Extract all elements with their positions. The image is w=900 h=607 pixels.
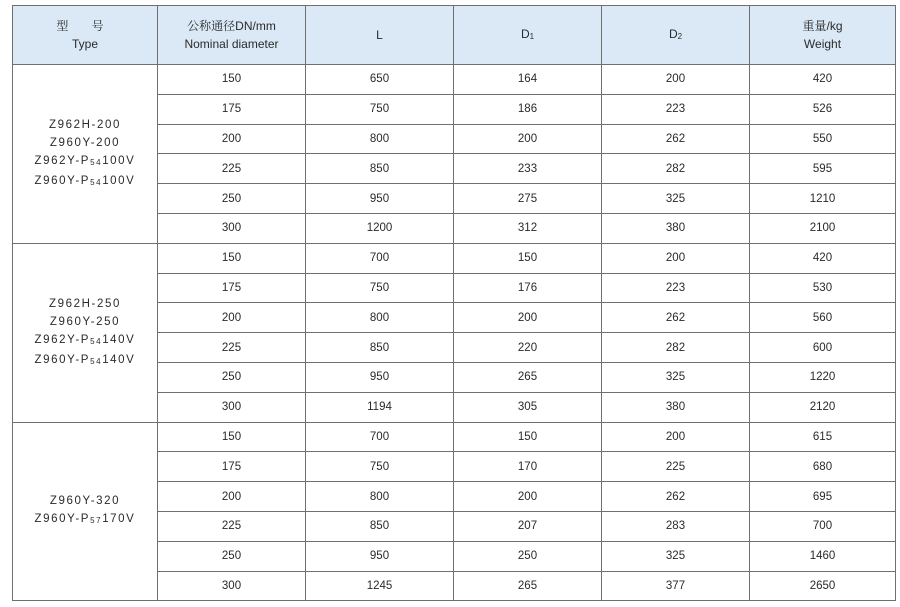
type-model-suffix: 100V <box>102 154 136 167</box>
cell-weight: 600 <box>750 333 896 363</box>
header-d2 <box>602 6 750 65</box>
cell-d1: 265 <box>454 571 602 601</box>
cell-weight: 2100 <box>750 213 896 243</box>
cell-dn: 225 <box>158 511 306 541</box>
cell-d2: 325 <box>602 541 750 571</box>
cell-d1: 200 <box>454 303 602 333</box>
header-d2-main: D <box>668 26 678 41</box>
type-model <box>13 313 157 331</box>
cell-d1: 250 <box>454 541 602 571</box>
type-model-subscript: 54 <box>90 157 103 167</box>
cell-l: 850 <box>306 154 454 184</box>
cell-d1: 164 <box>454 65 602 95</box>
cell-weight: 560 <box>750 303 896 333</box>
type-model-prefix: Z960Y-P <box>34 353 91 366</box>
header-d1-sub: 1 <box>529 31 535 41</box>
cell-l: 950 <box>306 541 454 571</box>
header-weight <box>750 6 896 65</box>
header-nominal-diameter <box>158 6 306 65</box>
cell-d1: 150 <box>454 422 602 452</box>
cell-d2: 223 <box>602 273 750 303</box>
cell-dn: 225 <box>158 333 306 363</box>
cell-d2: 262 <box>602 482 750 512</box>
cell-dn: 250 <box>158 541 306 571</box>
type-model-prefix: Z960Y-P <box>34 174 91 187</box>
type-model <box>13 152 157 172</box>
cell-l: 850 <box>306 511 454 541</box>
table-row <box>13 243 896 273</box>
cell-weight: 1460 <box>750 541 896 571</box>
cell-dn: 200 <box>158 124 306 154</box>
type-model-subscript: 54 <box>90 336 103 346</box>
cell-weight: 420 <box>750 65 896 95</box>
cell-dn: 250 <box>158 362 306 392</box>
header-type-zh: 型 号 <box>56 19 114 33</box>
cell-dn: 175 <box>158 452 306 482</box>
type-model <box>13 510 157 530</box>
type-model-suffix: 140V <box>102 333 136 346</box>
cell-dn: 150 <box>158 243 306 273</box>
cell-d1: 170 <box>454 452 602 482</box>
header-dn-en: Nominal diameter <box>184 37 279 51</box>
header-dn-zh: 公称通径DN/mm <box>187 19 276 33</box>
cell-l: 650 <box>306 65 454 95</box>
header-weight-en: Weight <box>803 37 842 51</box>
type-model-prefix: Z962H-200 <box>49 118 121 131</box>
cell-l: 750 <box>306 452 454 482</box>
cell-l: 750 <box>306 273 454 303</box>
type-model-suffix: 170V <box>102 513 136 526</box>
type-model <box>13 351 157 371</box>
table-row <box>13 65 896 95</box>
header-d1-main: D <box>520 26 530 41</box>
spec-table <box>12 5 896 601</box>
cell-weight: 680 <box>750 452 896 482</box>
cell-dn: 300 <box>158 213 306 243</box>
type-model-subscript: 54 <box>90 356 103 366</box>
table-header <box>13 6 896 65</box>
header-weight-zh: 重量/kg <box>802 19 843 33</box>
cell-d2: 325 <box>602 362 750 392</box>
cell-d2: 200 <box>602 243 750 273</box>
cell-l: 800 <box>306 482 454 512</box>
cell-d1: 233 <box>454 154 602 184</box>
cell-l: 1200 <box>306 213 454 243</box>
cell-d1: 220 <box>454 333 602 363</box>
header-d1 <box>454 6 602 65</box>
cell-l: 700 <box>306 422 454 452</box>
type-model <box>13 172 157 192</box>
header-d2-sub: 2 <box>677 31 683 41</box>
cell-weight: 695 <box>750 482 896 512</box>
cell-dn: 175 <box>158 273 306 303</box>
cell-weight: 595 <box>750 154 896 184</box>
type-model-prefix: Z962H-250 <box>49 297 121 310</box>
cell-l: 1245 <box>306 571 454 601</box>
cell-l: 850 <box>306 333 454 363</box>
cell-d2: 262 <box>602 303 750 333</box>
cell-dn: 175 <box>158 94 306 124</box>
type-model <box>13 492 157 510</box>
cell-d2: 380 <box>602 213 750 243</box>
cell-dn: 225 <box>158 154 306 184</box>
cell-d1: 186 <box>454 94 602 124</box>
type-cell <box>13 422 158 601</box>
cell-weight: 530 <box>750 273 896 303</box>
type-model <box>13 295 157 313</box>
header-l: L <box>306 6 454 65</box>
cell-weight: 550 <box>750 124 896 154</box>
type-model-subscript: 57 <box>90 516 103 526</box>
cell-d1: 312 <box>454 213 602 243</box>
cell-d2: 377 <box>602 571 750 601</box>
cell-weight: 1210 <box>750 184 896 214</box>
cell-d2: 223 <box>602 94 750 124</box>
cell-d1: 275 <box>454 184 602 214</box>
cell-l: 800 <box>306 124 454 154</box>
type-model-prefix: Z960Y-320 <box>49 495 121 508</box>
type-model <box>13 116 157 134</box>
cell-dn: 200 <box>158 303 306 333</box>
type-model-suffix: 100V <box>102 174 136 187</box>
cell-weight: 526 <box>750 94 896 124</box>
cell-dn: 150 <box>158 65 306 95</box>
cell-d2: 200 <box>602 422 750 452</box>
type-model-prefix: Z962Y-P <box>34 154 91 167</box>
cell-d1: 305 <box>454 392 602 422</box>
cell-l: 1194 <box>306 392 454 422</box>
cell-dn: 200 <box>158 482 306 512</box>
type-model <box>13 331 157 351</box>
type-model <box>13 134 157 152</box>
cell-d2: 200 <box>602 65 750 95</box>
cell-d2: 283 <box>602 511 750 541</box>
cell-weight: 615 <box>750 422 896 452</box>
table-body <box>13 65 896 601</box>
type-model-prefix: Z960Y-P <box>34 513 91 526</box>
table-row <box>13 422 896 452</box>
header-type <box>13 6 158 65</box>
cell-l: 800 <box>306 303 454 333</box>
type-cell <box>13 243 158 422</box>
cell-d2: 325 <box>602 184 750 214</box>
cell-d1: 265 <box>454 362 602 392</box>
cell-d2: 282 <box>602 333 750 363</box>
cell-d1: 200 <box>454 482 602 512</box>
cell-l: 700 <box>306 243 454 273</box>
type-model-prefix: Z960Y-250 <box>49 315 121 328</box>
cell-d1: 207 <box>454 511 602 541</box>
cell-weight: 2120 <box>750 392 896 422</box>
cell-d2: 262 <box>602 124 750 154</box>
cell-weight: 700 <box>750 511 896 541</box>
cell-weight: 420 <box>750 243 896 273</box>
cell-dn: 250 <box>158 184 306 214</box>
cell-l: 750 <box>306 94 454 124</box>
cell-d1: 150 <box>454 243 602 273</box>
cell-dn: 150 <box>158 422 306 452</box>
cell-d2: 225 <box>602 452 750 482</box>
header-type-en: Type <box>71 37 98 51</box>
type-model-suffix: 140V <box>102 353 136 366</box>
cell-d2: 282 <box>602 154 750 184</box>
type-model-prefix: Z962Y-P <box>34 333 91 346</box>
cell-d1: 176 <box>454 273 602 303</box>
cell-l: 950 <box>306 362 454 392</box>
cell-d1: 200 <box>454 124 602 154</box>
cell-dn: 300 <box>158 392 306 422</box>
cell-d2: 380 <box>602 392 750 422</box>
cell-weight: 1220 <box>750 362 896 392</box>
cell-dn: 300 <box>158 571 306 601</box>
cell-weight: 2650 <box>750 571 896 601</box>
type-cell <box>13 65 158 244</box>
cell-l: 950 <box>306 184 454 214</box>
type-model-subscript: 54 <box>90 177 103 187</box>
type-model-prefix: Z960Y-200 <box>49 136 121 149</box>
